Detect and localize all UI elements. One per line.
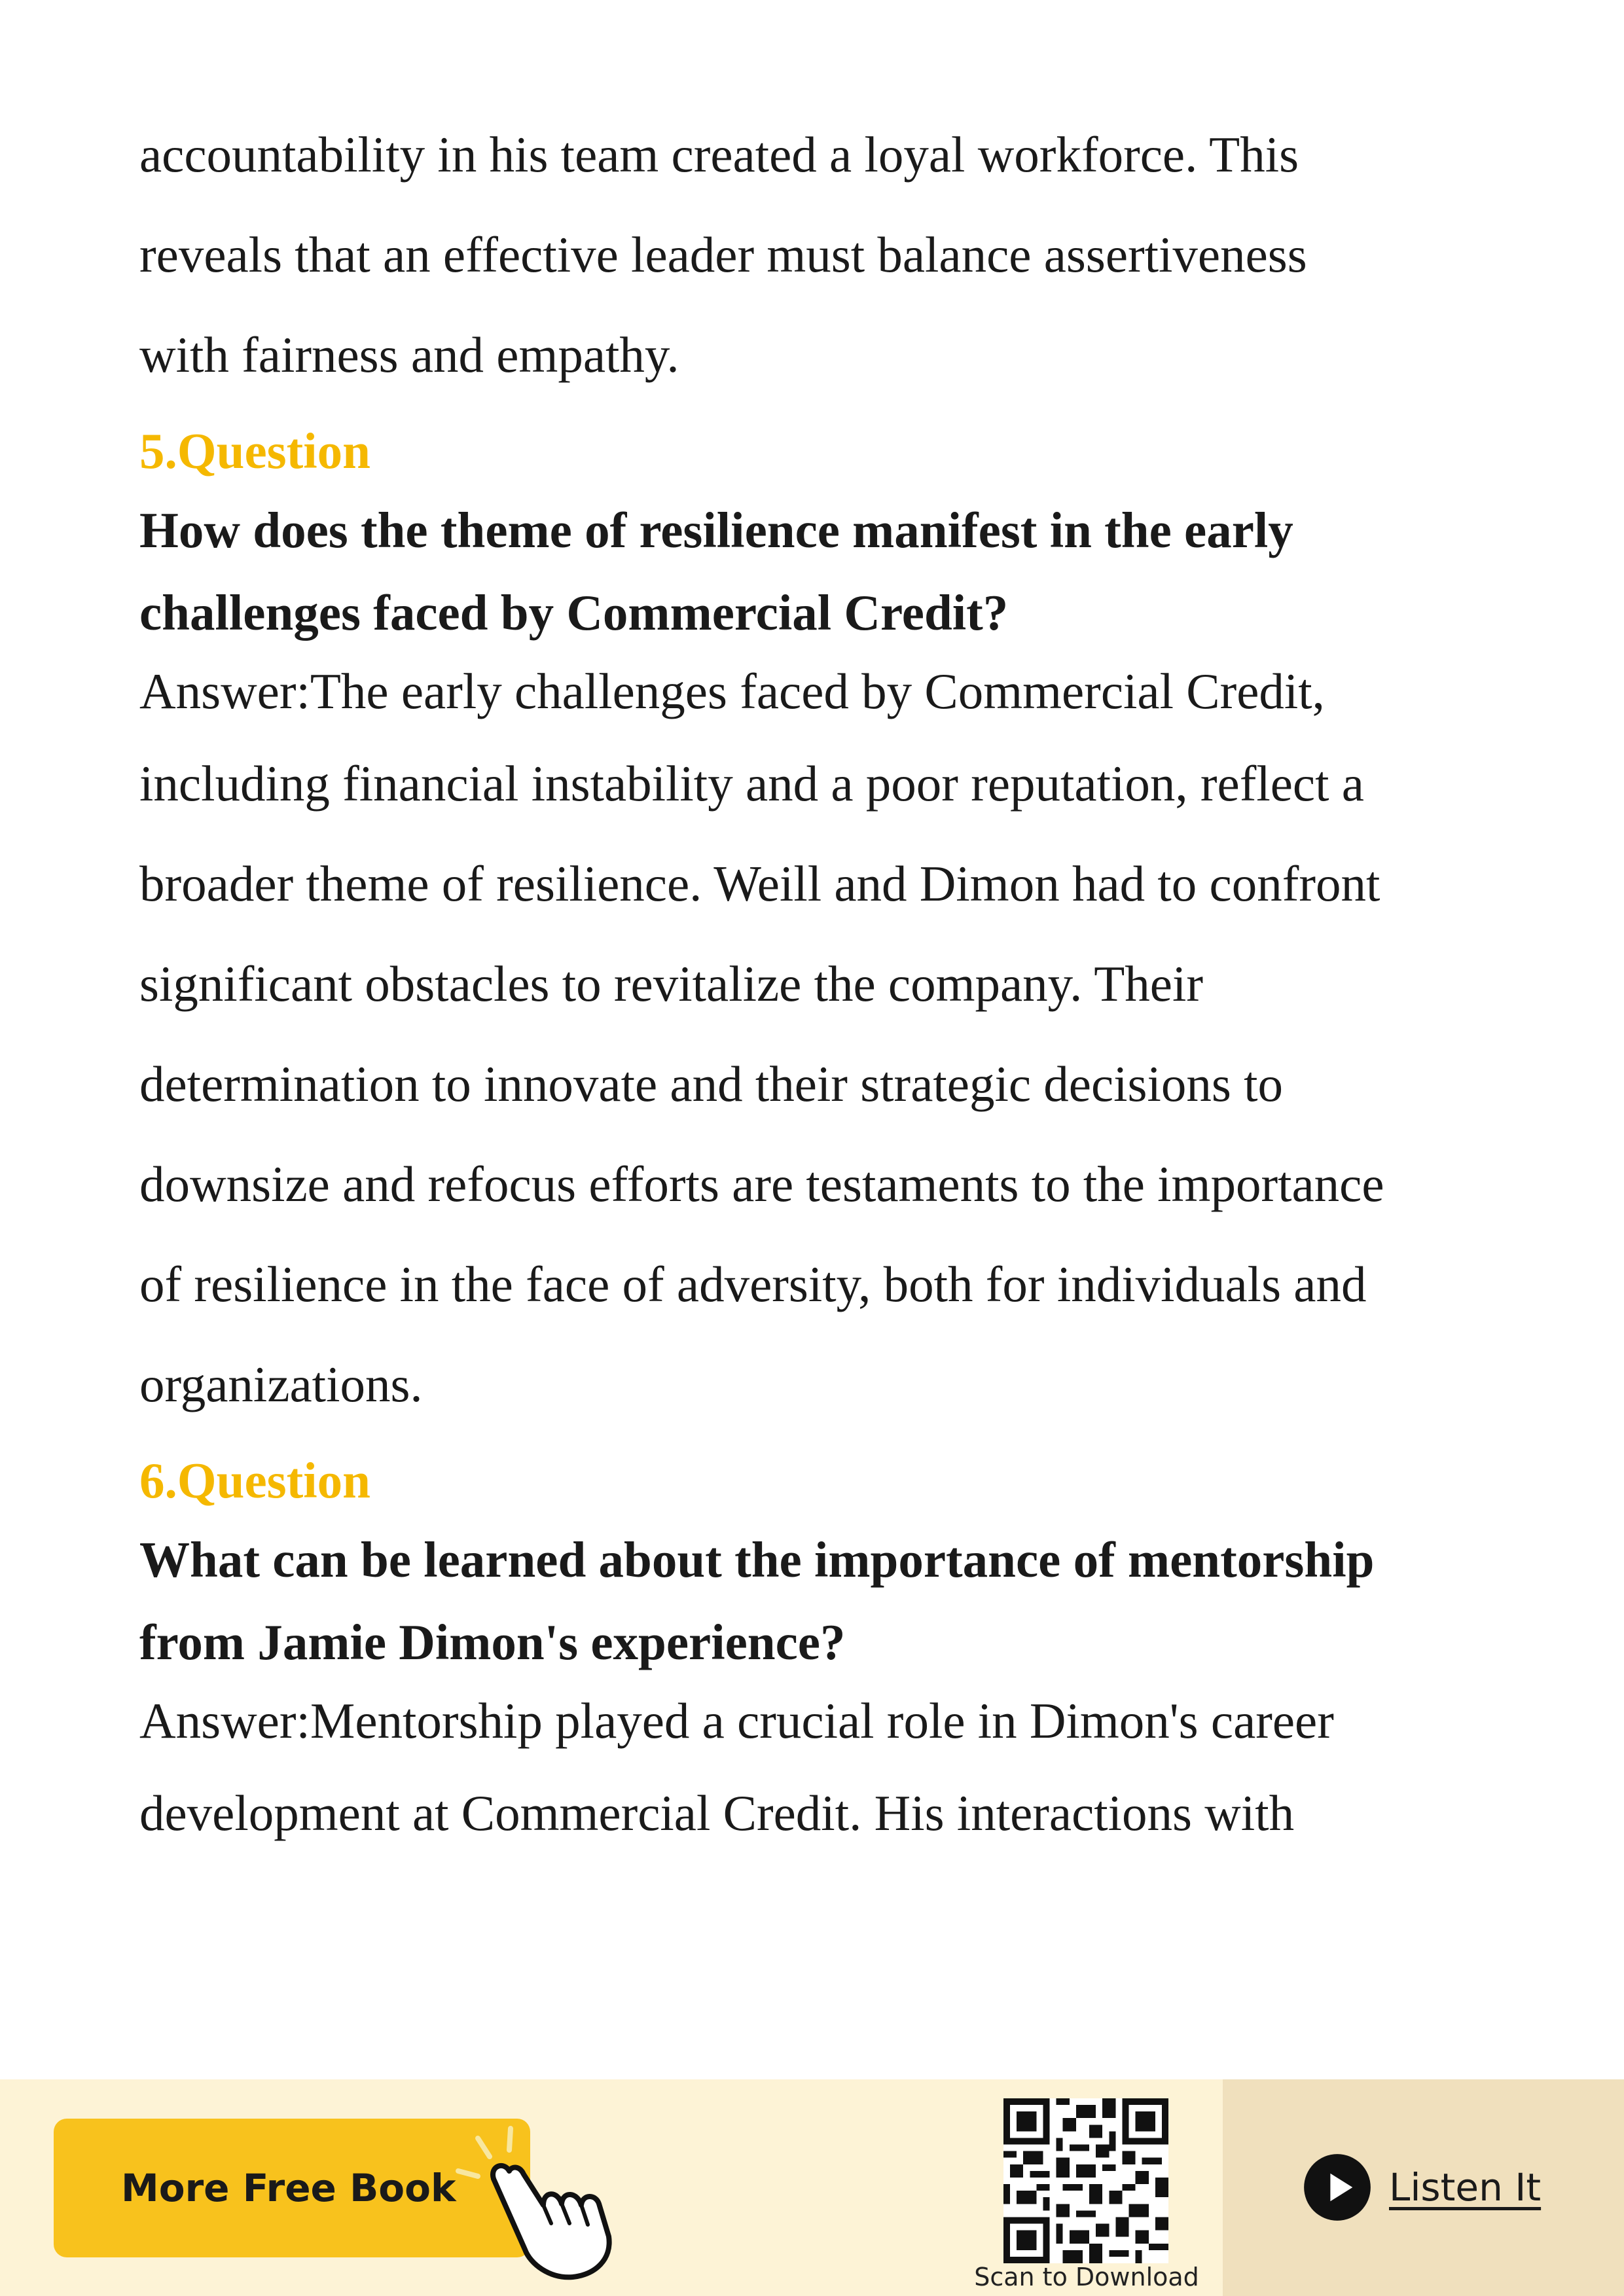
play-icon	[1303, 2153, 1372, 2222]
more-free-book-button[interactable]: More Free Book	[54, 2119, 530, 2257]
answer-line: broader theme of resilience. Weill and Dimon had to confront	[139, 855, 1380, 912]
hand-pointer-icon	[452, 2125, 628, 2289]
question-label-5: 5.Question	[139, 423, 370, 479]
answer-line: Answer:The early challenges faced by Commercial Credit,	[139, 663, 1325, 719]
answer-line: including financial instability and a poor reputation, reflect a	[139, 755, 1364, 812]
listen-it-button[interactable]	[1303, 2151, 1541, 2223]
paragraph-line: with fairness and empathy.	[139, 327, 679, 383]
answer-line: of resilience in the face of adversity, both for individuals and	[139, 1256, 1367, 1312]
qr-code-icon[interactable]	[1003, 2098, 1168, 2263]
answer-line: significant obstacles to revitalize the company. Their	[139, 956, 1204, 1012]
answer-line: Answer:Mentorship played a crucial role in Dimon's career	[139, 1693, 1334, 1749]
listen-it-label: Listen It	[1389, 2165, 1542, 2210]
answer-line: organizations.	[139, 1356, 423, 1412]
footer-bar	[0, 2079, 1624, 2296]
answer-line: downsize and refocus efforts are testaments to the importance	[139, 1156, 1384, 1212]
answer-line: determination to innovate and their strategic decisions to	[139, 1056, 1283, 1112]
paragraph-line: reveals that an effective leader must balance assertiveness	[139, 226, 1307, 283]
answer-line: development at Commercial Credit. His interactions with	[139, 1785, 1295, 1841]
document-body	[139, 0, 1501, 1863]
scan-to-download-label: Scan to Download	[974, 2263, 1199, 2291]
question-label-6: 6.Question	[139, 1452, 370, 1509]
paragraph-line: accountability in his team created a loyal workforce. This	[139, 126, 1299, 183]
question-text-line: challenges faced by Commercial Credit?	[139, 584, 1009, 641]
question-text-line: How does the theme of resilience manifest in the early	[139, 502, 1293, 558]
question-text-line: What can be learned about the importance of mentorship	[139, 1532, 1375, 1588]
question-text-line: from Jamie Dimon's experience?	[139, 1614, 846, 1670]
